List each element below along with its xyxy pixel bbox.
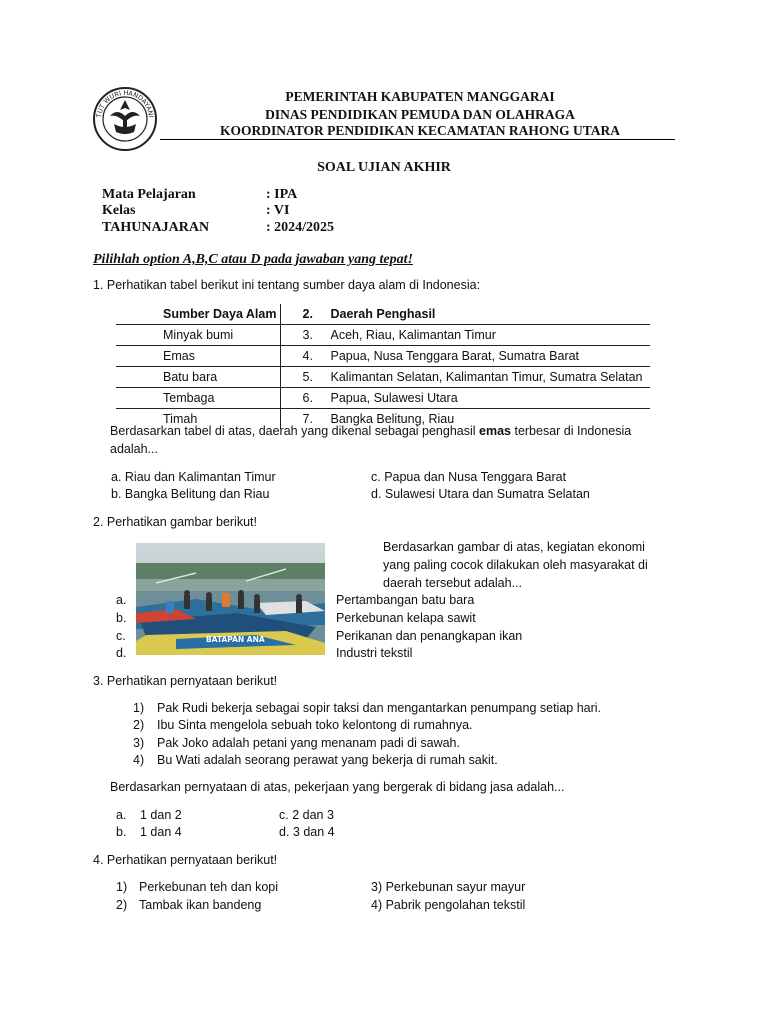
q3-stem: Berdasarkan pernyataan di atas, pekerjaan yang bergerak di bidang jasa adalah... bbox=[110, 780, 565, 794]
q3-option-a-text: 1 dan 2 bbox=[140, 808, 182, 822]
meta-value-year: : 2024/2025 bbox=[266, 220, 335, 235]
q3-statement-text: Ibu Sinta mengelola sebuah toko kelontong di rumahnya. bbox=[157, 718, 473, 732]
q3-option-c: c. 2 dan 3 bbox=[279, 808, 334, 822]
table-cell: Kalimantan Selatan, Kalimantan Timur, Sumatra Selatan bbox=[331, 367, 651, 388]
q2-option-c-text: Perikanan dan penangkapan ikan bbox=[336, 629, 523, 643]
q3-statement-num: 1) bbox=[133, 701, 145, 715]
table-row bbox=[116, 346, 650, 367]
q2-option-d-letter: d. bbox=[116, 646, 127, 660]
table-cell: Papua, Sulawesi Utara bbox=[331, 388, 651, 409]
q2-prompt: 2. Perhatikan gambar berikut! bbox=[93, 515, 257, 529]
fishing-boats-image bbox=[136, 543, 325, 655]
table-row bbox=[116, 325, 650, 346]
exam-title: SOAL UJIAN AKHIR bbox=[317, 160, 451, 175]
q1-stem-part: Berdasarkan tabel di atas, daerah yang dikenal sebagai penghasil bbox=[110, 424, 480, 438]
q2-option-a-text: Pertambangan batu bara bbox=[336, 593, 475, 607]
q3-statement-text: Bu Wati adalah seorang perawat yang bekerja di rumah sakit. bbox=[157, 753, 498, 767]
instruction: Pilihlah option A,B,C atau D pada jawaban yang tepat! bbox=[93, 252, 413, 267]
q2-option-d-text: Industri tekstil bbox=[336, 646, 413, 660]
q4-item-3: 3) Perkebunan sayur mayur bbox=[371, 880, 526, 894]
q4-item-num: 1) bbox=[116, 880, 128, 894]
q3-option-d: d. 3 dan 4 bbox=[279, 825, 335, 839]
q2-text-line: daerah tersebut adalah... bbox=[383, 576, 522, 590]
header-line-3: KOORDINATOR PENDIDIKAN KECAMATAN RAHONG UTARA bbox=[219, 123, 620, 138]
q1-stem bbox=[110, 423, 670, 440]
q2-text-line: Berdasarkan gambar di atas, kegiatan ekonomi bbox=[383, 540, 645, 554]
table-header-cell: Sumber Daya Alam bbox=[116, 304, 280, 325]
table-cell: Minyak bumi bbox=[116, 325, 280, 346]
table-header-cell: Daerah Penghasil bbox=[331, 304, 651, 325]
meta-label-subject: Mata Pelajaran bbox=[102, 187, 196, 202]
q1-stem-bold: emas bbox=[479, 424, 511, 438]
meta-value-class: : VI bbox=[266, 203, 290, 218]
table-cell: Batu bara bbox=[116, 367, 280, 388]
q3-statement-text: Pak Joko adalah petani yang menanam padi di sawah. bbox=[157, 736, 460, 750]
q3-option-b-letter: b. bbox=[116, 825, 127, 839]
q3-statement-num: 2) bbox=[133, 718, 145, 732]
q3-statement-num: 4) bbox=[133, 753, 145, 767]
q3-option-a-letter: a. bbox=[116, 808, 127, 822]
q3-prompt: 3. Perhatikan pernyataan berikut! bbox=[93, 674, 278, 688]
q3-option-b-text: 1 dan 4 bbox=[140, 825, 182, 839]
q1-option-b: b. Bangka Belitung dan Riau bbox=[111, 487, 270, 501]
meta-label-class: Kelas bbox=[102, 203, 136, 218]
table-header-cell: 2. bbox=[280, 304, 331, 325]
q2-option-b-letter: b. bbox=[116, 611, 127, 625]
resource-table bbox=[116, 304, 650, 429]
table-cell: 7. bbox=[280, 409, 331, 430]
q4-item-num: 2) bbox=[116, 898, 128, 912]
q3-statement-num: 3) bbox=[133, 736, 145, 750]
table-cell: Aceh, Riau, Kalimantan Timur bbox=[331, 325, 651, 346]
table-cell: 6. bbox=[280, 388, 331, 409]
table-cell: Bangka Belitung, Riau bbox=[331, 409, 651, 430]
q2-option-a-letter: a. bbox=[116, 593, 127, 607]
table-cell: Tembaga bbox=[116, 388, 280, 409]
q1-option-a: a. Riau dan Kalimantan Timur bbox=[111, 470, 276, 484]
header-divider bbox=[160, 139, 675, 140]
q1-stem-part: terbesar di Indonesia bbox=[511, 424, 632, 438]
q4-item-text: Tambak ikan bandeng bbox=[139, 898, 262, 912]
table-cell: 4. bbox=[280, 346, 331, 367]
meta-label-year: TAHUNAJARAN bbox=[102, 220, 210, 235]
q1-option-d: d. Sulawesi Utara dan Sumatra Selatan bbox=[371, 487, 590, 501]
q2-text-line: yang paling cocok dilakukan oleh masyarakat di bbox=[383, 558, 648, 572]
q4-prompt: 4. Perhatikan pernyataan berikut! bbox=[93, 853, 278, 867]
table-row bbox=[116, 388, 650, 409]
header-line-1: PEMERINTAH KABUPATEN MANGGARAI bbox=[285, 89, 555, 104]
q1-option-c: c. Papua dan Nusa Tenggara Barat bbox=[371, 470, 567, 484]
table-cell: Timah bbox=[116, 409, 280, 430]
tut-wuri-handayani-logo bbox=[92, 86, 158, 152]
table-cell: Emas bbox=[116, 346, 280, 367]
table-header-row bbox=[116, 304, 650, 325]
header-line-2: DINAS PENDIDIKAN PEMUDA DAN OLAHRAGA bbox=[265, 107, 575, 122]
q2-option-c-letter: c. bbox=[116, 629, 126, 643]
q1-prompt: 1. Perhatikan tabel berikut ini tentang sumber daya alam di Indonesia: bbox=[93, 278, 481, 292]
table-cell: Papua, Nusa Tenggara Barat, Sumatra Barat bbox=[331, 346, 651, 367]
q2-option-b-text: Perkebunan kelapa sawit bbox=[336, 611, 476, 625]
boat-name-text: BATAPAN ANA bbox=[206, 635, 265, 644]
table-cell: 3. bbox=[280, 325, 331, 346]
table-cell: 5. bbox=[280, 367, 331, 388]
q3-statement-text: Pak Rudi bekerja sebagai sopir taksi dan mengantarkan penumpang setiap hari. bbox=[157, 701, 602, 715]
q4-item-4: 4) Pabrik pengolahan tekstil bbox=[371, 898, 526, 912]
q1-stem-line2: adalah... bbox=[110, 442, 158, 456]
meta-value-subject: : IPA bbox=[266, 187, 298, 202]
table-row bbox=[116, 367, 650, 388]
logo-text: TUT WURI HANDAYANI bbox=[94, 88, 155, 119]
q4-item-text: Perkebunan teh dan kopi bbox=[139, 880, 278, 894]
